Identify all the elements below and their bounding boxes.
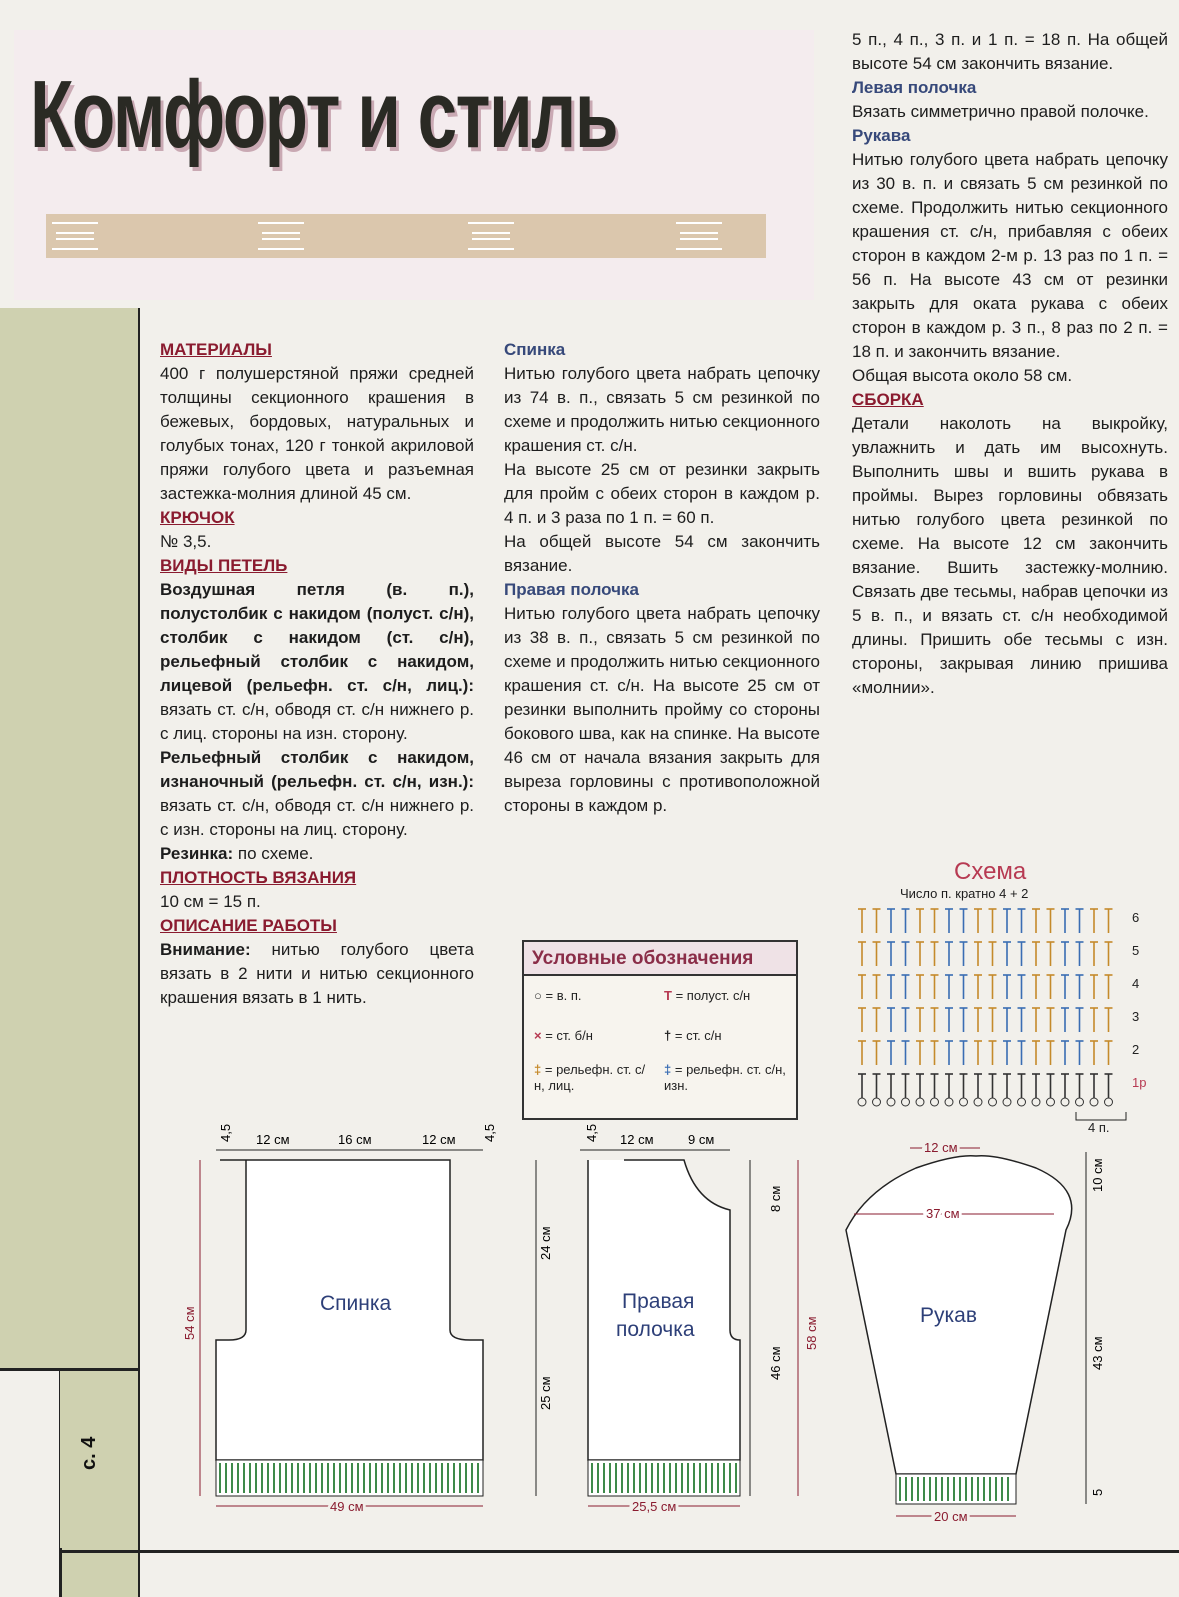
bottom-rule [60,1550,1179,1553]
stitches-text-2: вязать ст. с/н, обводя ст. с/н нижнего р. с изн. стороны на лиц. сторону. [160,796,474,839]
row-label-4: 4 [1132,976,1140,991]
column-1 [160,338,474,1010]
bpdc-icon: ‡ [664,1062,672,1077]
scheme-subtitle: Число п. кратно 4 + 2 [900,886,1029,901]
density-text: 10 см = 15 п. [160,892,261,911]
row-label-3: 3 [1132,1009,1140,1024]
chain-stitch [873,1098,881,1106]
front-dim-top-3: 9 см [688,1132,715,1147]
chain-icon: ○ [534,988,542,1003]
sleeve-dim-right-2: 43 см [1090,1336,1105,1370]
legend-hdc-text: = полуст. с/н [675,988,751,1003]
sleeve-text: Нитью голубого цвета набрать цепочку из 30 в. п. и связать 5 см резинкой по схеме. Продолжить нитью секционного крашения ст. с/н, прибавляя с обеих сторон в каждом 2-м р. 13 раз по 1 п. = 56 п. На высоте 43 см от резинки закрыть для оката рукава с обеих сторон в каждом р. 3 п., 8 раз по 2 п. = 18 п. и закончить вязание. [852,150,1168,361]
assembly-text: Детали наколоть на выкройку, увлажнить и дать им высохнуть. Выполнить швы и вшить рукава в проймы. Вырез горловины обвязать нитью голубого цвета резинкой по схеме. На высоте 12 см закончить вязание. Вшить застежку-молнию. Связать две тесьмы, набрав цепочки из 5 в. п., и вязать ст. с/н необходимой длины. Пришить обе тесьмы с изн. стороны, закрывая линию пришива «молнии». [852,414,1168,697]
chain-stitch [1090,1098,1098,1106]
legend-sc-text: = ст. б/н [545,1028,593,1043]
front-label-2: полочка [616,1318,695,1341]
right-front-heading: Правая полочка [504,580,639,599]
sleeve-dim-bottom: 20 см [934,1509,968,1524]
legend-dc [664,1028,722,1043]
chain-stitch [887,1098,895,1106]
legend-sc [534,1028,593,1043]
chain-stitch [1047,1098,1055,1106]
rib-bold: Резинка: [160,844,234,863]
chain-stitch [989,1098,997,1106]
chain-stitch [1032,1098,1040,1106]
front-dim-right-3: 58 см [804,1316,819,1350]
row-label-5: 5 [1132,943,1140,958]
chain-stitch [974,1098,982,1106]
sleeve-dim-right-1: 10 см [1090,1158,1105,1192]
ornament-icon [676,222,722,250]
materials-text: 400 г полушерстяной пряжи средней толщины секционного крашения в бежевых, бордовых, натуральных и голубых тонах, 120 г тонкой акриловой пряжи голубого цвета и разъемная застежка-молния длиной 45 см. [160,364,474,503]
sleeve-dim-top: 12 см [924,1140,958,1155]
hdc-icon: T [664,988,672,1003]
row-label-2: 2 [1132,1042,1140,1057]
sleeve-heading: Рукава [852,126,911,145]
page-frame-notch [0,1368,62,1597]
assembly-heading: СБОРКА [852,390,924,409]
ornament-icon [52,222,98,250]
density-heading: ПЛОТНОСТЬ ВЯЗАНИЯ [160,868,357,887]
ornament-band [46,214,766,258]
back-dim-bottom: 49 см [330,1499,364,1514]
stitches-paragraph-2 [160,746,474,842]
front-dim-bottom: 25,5 см [632,1499,677,1514]
chain-stitch [931,1098,939,1106]
stitches-bold-2: Рельефный столбик с накидом, изнаночный (рельефн. ст. с/н, изн.): [160,748,474,791]
stitch-grid [858,909,1113,1106]
stitches-heading: ВИДЫ ПЕТЕЛЬ [160,556,288,575]
legend-fpdc-text: = рельефн. ст. с/н, лиц. [534,1062,646,1093]
sleeve-pattern-diagram [840,1140,1170,1550]
front-dim-top-2: 12 см [620,1132,654,1147]
front-dim-right-1: 8 см [768,1185,783,1212]
back-dim-top-3: 16 см [338,1132,372,1147]
ornament-icon [258,222,304,250]
back-dim-top-5: 4,5 [482,1123,497,1142]
back-dim-right-2: 25 см [538,1376,553,1410]
total-height-text: Общая высота около 58 см. [852,366,1073,385]
sleeve-rib [896,1474,1016,1504]
repeat-label: 4 п. [1088,1120,1110,1135]
attention-text: нитью голубого цвета вязать в 2 нити и нитью секционного крашения вязать в 1 нить. [160,940,474,1007]
row-label-6: 6 [1132,910,1140,925]
chain-stitch [1076,1098,1084,1106]
back-text-2: На высоте 25 см от резинки закрыть для пройм с обеих сторон в каждом р. 4 п. и 3 раза по 1 п. = 60 п. [504,460,820,527]
legend-hdc [664,988,750,1003]
description-heading: ОПИСАНИЕ РАБОТЫ [160,916,337,935]
attention-paragraph [160,938,474,1010]
front-pattern-diagram [580,1123,830,1550]
chain-stitch [1003,1098,1011,1106]
back-dim-top-2: 12 см [256,1132,290,1147]
stitches-text-1: вязать ст. с/н, обводя ст. с/н нижнего р. с лиц. стороны на изн. сторону. [160,700,474,743]
legend-title: Условные обозначения [524,942,796,976]
back-dim-right-1: 24 см [538,1226,553,1260]
stitch-chart [856,906,1176,1138]
legend-chain [534,988,581,1003]
back-dim-top-1: 4,5 [218,1123,233,1142]
continuation-text: 5 п., 4 п., 3 п. и 1 п. = 18 п. На общей высоте 54 см закончить вязание. [852,30,1168,73]
chain-stitch [1018,1098,1026,1106]
page-title: Комфорт и стиль [30,61,618,168]
sc-icon: × [534,1028,542,1043]
legend-bpdc-text: = рельефн. ст. с/н, изн. [664,1062,786,1093]
sleeve-dim-width: 37 см [926,1206,960,1221]
chain-stitch [858,1098,866,1106]
column-2 [504,338,820,818]
back-dim-top-4: 12 см [422,1132,456,1147]
sleeve-label: Рукав [920,1304,977,1327]
rib-paragraph [160,842,474,866]
chain-stitch [1105,1098,1113,1106]
fpdc-icon: ‡ [534,1062,542,1077]
legend-chain-text: = в. п. [545,988,582,1003]
legend-fpdc [534,1062,654,1094]
chain-stitch [916,1098,924,1106]
chain-stitch [902,1098,910,1106]
front-dim-right-2: 46 см [768,1346,783,1380]
ornament-icon [468,222,514,250]
row-label-1: 1р [1132,1075,1147,1090]
front-label-1: Правая [622,1290,695,1313]
attention-bold: Внимание: [160,940,251,959]
chain-stitch [945,1098,953,1106]
stitches-paragraph-1 [160,578,474,746]
back-pattern-diagram [180,1123,553,1550]
hook-heading: КРЮЧОК [160,508,235,527]
back-text-3: На общей высоте 54 см закончить вязание. [504,532,820,575]
back-label: Спинка [320,1292,392,1315]
legend-dc-text: = ст. с/н [674,1028,722,1043]
left-front-heading: Левая полочка [852,78,977,97]
materials-heading: МАТЕРИАЛЫ [160,340,272,359]
front-dim-top-1: 4,5 [584,1123,599,1142]
stitches-bold-1: Воздушная петля (в. п.), полустолбик с накидом (полуст. с/н), столбик с накидом (ст. с/н), рельефный столбик с накидом, лицевой (рельефн. ст. с/н, лиц.): [160,580,474,695]
legend-box [522,940,798,1120]
repeat-bracket [1076,1112,1126,1120]
chain-stitch [1061,1098,1069,1106]
back-heading: Спинка [504,340,566,359]
back-text-1: Нитью голубого цвета набрать цепочку из 74 в. п., связать 5 см резинкой по схеме и продолжить нитью секционного крашения ст. с/н. [504,364,820,455]
legend-bpdc [664,1062,794,1094]
chain-stitch [960,1098,968,1106]
rib-text: по схеме. [233,844,314,863]
column-3 [852,28,1168,700]
dc-icon: † [664,1028,672,1043]
page-number: с. 4 [78,1436,100,1470]
hook-text: № 3,5. [160,532,212,551]
left-front-text: Вязать симметрично правой полочке. [852,102,1149,121]
back-dim-left: 54 см [182,1306,197,1340]
scheme-title: Схема [954,858,1027,885]
right-front-text: Нитью голубого цвета набрать цепочку из 38 в. п., связать 5 см резинкой по схеме и продолжить нитью секционного крашения ст. с/н. На высоте 25 см от резинки выполнить пройму со стороны бокового шва, как на спинке. На высоте 46 см от начала вязания закрыть для выреза горловины с противоположной стороны в каждом р. [504,604,820,815]
sleeve-dim-right-3: 5 [1090,1488,1105,1496]
